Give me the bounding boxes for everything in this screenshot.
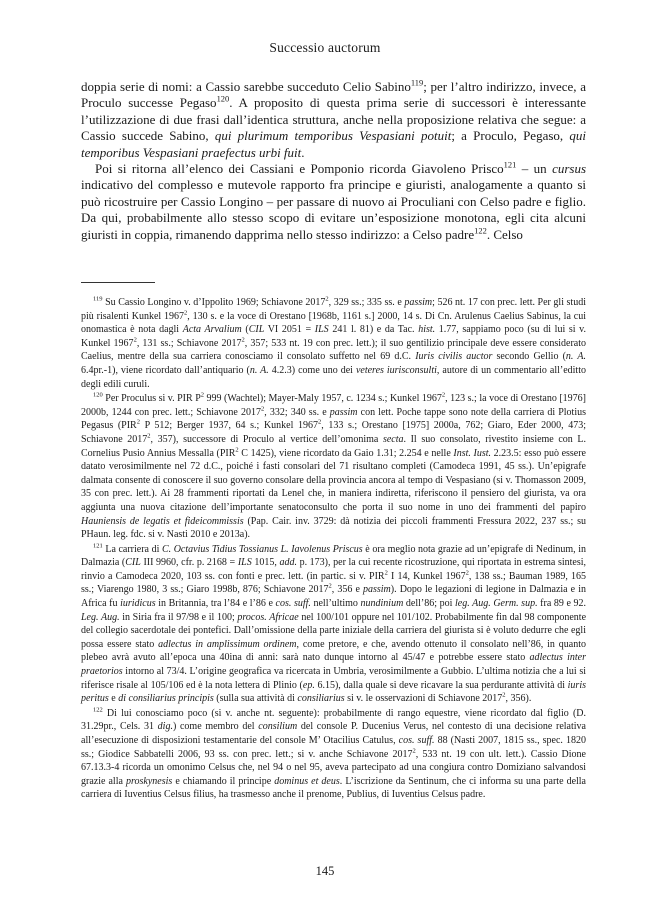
text-run: , 332; 340 ss. e (264, 406, 330, 418)
footnote-marker: 2 (328, 583, 332, 591)
italic-text: hist. (418, 324, 436, 336)
text-run: . (301, 144, 305, 160)
footnote-marker: 2 (384, 569, 388, 577)
text-run: intorno al 73/4. L’origine geografica va ricercata in Umbria, verosimilmente a Gubbio. L’ultima notizia che a lui si riferisce risale al 105/106 ed è la nota lettera di Plinio ( (81, 666, 586, 691)
text-run: , 356 e (331, 584, 363, 596)
text-run: Poi si ritorna all’elenco dei Cassiani e Pomponio ricorda Giavoleno Prisco (95, 161, 504, 177)
text-run: con lett. Poche tappe sono note della carriera di Plotius Pegasus (PIR (81, 406, 586, 432)
footnote-marker: 120 (93, 391, 103, 399)
italic-text: leg. Aug. Germ. sup. (454, 598, 538, 610)
footnote-marker: 2 (136, 419, 140, 427)
text-run: 2.23.5: esso può essere datato verosimilmente nel 72 d.C., poiché i fasti consolari del 71 risultano completi (Camodeca 1991, 45 ss.). Un’epigrafe dalmata consente di conoscere il suo governo consolare della provincia ancora al tempo di Vespasiano (si v. Thomasson 2009, 35 con prec. lett.). Ai 28 frammenti riportati da Lenel che, in maniera indiretta, riferiscono il pensiero del giurista, va ora aggiunta una nuova citazione dell’importante senatoconsulto che porta il suo nome in uno dei frammenti del papiro (81, 447, 587, 513)
text-run: è ora meglio nota grazie ad un’epigrafe di Nedinum, in Dalmazia ( (81, 543, 586, 569)
footnote-marker: 120 (216, 94, 230, 105)
text-run: Per Proculus si v. PIR P (102, 393, 201, 405)
text-run: ). Dopo le legazioni di legione in Dalmazia e in Africa fu (81, 584, 586, 610)
text-run: nel 100/101 oppure nel 101/102. Probabilmente fin dal 98 componente del collegio sacerdotale dei pontefici. Dall’omissione della parte iniziale della carriera del giurista si è voluto dedurre che egli possa essere stato (81, 611, 587, 650)
text-run: doppia serie di nomi: a Cassio sarebbe succeduto Celio Sabino (81, 79, 411, 94)
text-run: ; per l’altro indirizzo, invece, a Proculo successe Pegaso (81, 79, 587, 111)
footnote-marker: 2 (235, 446, 239, 454)
footnote-marker: 2 (184, 309, 188, 317)
text-run: Di lui conosciamo poco (si v. anche nt. seguente): probabilmente di rango equestre, viene ricordato dal figlio (D. 31.29pr., Cels. 31 (81, 707, 586, 733)
footnote-marker: 2 (133, 336, 137, 344)
text-run: , 533 nt. 19 con ult. lett.). Cassio Dione 67.13.3-4 ricorda un omonimo Celsus che, nel 94 o nel 95, aveva partecipato ad una congiura contro Domiziano salvandosi grazie alla (81, 748, 586, 787)
text-run: ) come membro del (172, 721, 259, 733)
italic-text: CIL (125, 557, 141, 569)
text-run: , 329 ss.; 335 ss. e (328, 297, 405, 308)
italic-text: iuridicus (120, 598, 156, 610)
footnote-marker: 2 (260, 405, 265, 413)
footnote-marker: 2 (147, 432, 151, 440)
text-run: si v. le osservazioni di Schiavone 2017 (344, 693, 503, 705)
italic-text: qui temporibus Vespasiani praefectus urbi fuit (81, 128, 587, 160)
italic-text: ILS (237, 557, 252, 569)
italic-text: CIL (248, 324, 265, 336)
italic-text: add. (279, 557, 297, 569)
footnote-marker: 121 (93, 542, 103, 550)
text-run: p. 173), per la cui recente ricostruzione, qui riportata in estrema sintesi, rinvio a Camodeca 2020, 103 ss. con fonti e prec. lett. (in partic. si v. PIR (81, 557, 587, 582)
text-run: in Britannia, tra l’84 e l’86 e (155, 598, 276, 610)
italic-text: nundinium (360, 598, 404, 610)
footnote-marker: 2 (502, 691, 506, 699)
italic-text: Iuris civilis auctor (415, 351, 493, 363)
running-head: Successio auctorum (269, 40, 381, 55)
page-number: 145 (315, 864, 335, 878)
text-run: 241 l. 81) e da Tac. (328, 324, 419, 336)
italic-text: passim (329, 406, 358, 418)
footnote-marker: 119 (93, 295, 103, 303)
text-run: ( (241, 324, 249, 336)
italic-text: qui plurimum temporibus Vespasiani potuit (214, 128, 452, 144)
italic-text: adlectus in amplissimum ordinem (158, 638, 297, 650)
text-run: . A proposito di questa prima serie di successori è interessante l’utilizzazione di due frasi dall’identica struttura, anche nella proposizione relativa che segue: a Cassio succede Sabino, (81, 95, 586, 144)
text-run: P 512; Berger 1937, 64 s.; Kunkel 1967 (139, 420, 319, 432)
italic-text: n. A. (565, 351, 586, 363)
text-run: . L’iscrizione da Sentinum, che ci informa su una parte della carriera di Iuventius Celsus filius, ha trasmesso anche il prenome, Publius, di Iuventius Celsus padre. (81, 775, 586, 801)
footnote-marker: 122 (474, 225, 487, 236)
text-run: , 357; 533 nt. 19 con prec. lett.); il suo gentilizio principale deve essere considerato Caelius, mentre della sua carriera conosciamo il consolato suffetto nel 69 d.C. (81, 337, 586, 363)
text-run: secondo Gellio ( (492, 351, 566, 363)
text-run: in Siria fra il 97/98 e il 100; (119, 611, 238, 623)
text-run: 6.4pr.-1), viene ricordato dall’antiquario ( (81, 364, 250, 376)
text-run: , 130 s. e la voce di Orestano [1968b, 1161 s.] 2000, 14 s. Di Cn. Arulenus Caelius Sabinus, la cui onomastica è nota dagli (81, 310, 586, 336)
body-paragraph (81, 161, 586, 243)
italic-text: adlectus inter praetorios (81, 652, 586, 678)
text-run: ; a Proculo, Pegaso, (451, 128, 570, 144)
italic-text: di consiliarius principis (118, 693, 214, 705)
text-run: La carriera di (102, 543, 162, 555)
text-run: , 138 ss.; Bauman 1989, 165 ss.; Viarengo 1980, 3 ss.; Giaro 1998b, 876; Schiavone 2017 (81, 570, 586, 596)
footnote (81, 392, 586, 542)
italic-text: C. Octavius Tidius Tossianus L. Iavolenus Priscus (161, 543, 363, 555)
italic-text: iuris peritus (81, 679, 586, 705)
italic-text: veteres iurisconsulti (355, 364, 437, 376)
text-run: , 133 s.; Orestano [1975] 2000a, 762; Giaro, Eder 2000, 473; Schiavone 2017 (81, 420, 586, 445)
italic-text: cursus (552, 161, 587, 177)
italic-text: ep. (302, 679, 315, 691)
footnote-marker: 2 (325, 295, 329, 303)
text-run: (sulla sua attività di (213, 693, 298, 705)
italic-text: Inst. Iust. (453, 447, 492, 459)
footnote-marker: 121 (503, 159, 517, 170)
footnote (81, 707, 586, 802)
text-run: I 14, Kunkel 1967 (387, 570, 466, 582)
text-run: C 1425), viene ricordato da Gaio 1.31; 2.254 e nelle (238, 447, 454, 459)
italic-text: dig. (157, 721, 173, 733)
italic-text: consilium (258, 721, 298, 733)
italic-text: n. A. (249, 364, 269, 376)
italic-text: cos. suff. (398, 735, 435, 746)
footnote-marker: 2 (241, 336, 245, 344)
text-run: indicativo del complesso e mutevole rapporto fra principe e giuristi, analogamente a quanto si può ricostruire per Cassio Longino – per passare di nuovo ai Proculiani con Celso padre e figlio. Da qui, probabilmente allo stesso scopo di evitare un’esposizione monotona, egli cita alcuni giuristi in coppia, rimanendo dapprima nello stesso indirizzo: a Celso padre (81, 177, 586, 242)
text-run: 88 (Nasti 2007, 1815 ss., spec. 1820 ss.; Giodice Sabbatelli 2006, 93 ss. con prec. lett.; si v. anche Schiavone 2017 (81, 735, 587, 760)
italic-text: proskynesis (125, 775, 173, 787)
italic-text: Acta Arvalium (182, 324, 242, 336)
footnote-separator (81, 282, 155, 283)
text-run: , 123 s.; la voce di Orestano [1976] 2000b, 1244 con prec. lett.; Schiavone 2017 (81, 393, 586, 418)
text-run: , come pretore, e che, avendo ottenuto il consolato nell’86, in quanto plebeo avrà avuto all’epoca una 40ina di anni: sarà nato dunque intorno al 45/47 e potrebbe essere stato (81, 638, 586, 664)
text-run: nell’ultimo (310, 598, 361, 610)
text-run: e chiamando il principe (172, 775, 275, 787)
text-run: 6.15), dalla quale si deve ricavare la sua perdurante attività di (314, 679, 568, 691)
text-run: dell’86; poi (403, 598, 455, 610)
text-run: , autore di un commentario all’editto degli edili curuli. (81, 364, 586, 390)
footnote (81, 543, 586, 706)
italic-text: dominus et deus (274, 775, 340, 787)
text-run: 999 (Wachtel); Mayer-Maly 1957, c. 1234 s.; Kunkel 1967 (204, 393, 442, 405)
text-run: III 9960, cfr. p. 2168 = (140, 557, 238, 569)
text-run: , 131 ss.; Schiavone 2017 (136, 337, 242, 349)
italic-text: consiliarius (297, 693, 345, 705)
footnote-marker: 119 (410, 77, 424, 88)
text-run: 4.2.3) come uno dei (268, 364, 356, 376)
footnote-marker: 2 (412, 747, 416, 755)
footnote-marker: 122 (93, 706, 103, 714)
text-run: (Pap. Cair. inv. 3729: dà notizia dei piccoli frammenti Fressura 2022, 237 ss.; su PHaun. leg. fdc. si v. Nasti 2010 e 2013a). (81, 515, 587, 541)
text-run: 1015, (251, 557, 280, 569)
text-run: , 357), successore di Proculo al vertice dell’omonima (150, 433, 383, 445)
text-run: , 356). (505, 693, 532, 705)
text-run: 1.77, sappiamo poco (su di lui si v. Kunkel 1967 (81, 324, 587, 349)
italic-text: procos. Africae (237, 611, 299, 623)
footnote (81, 296, 586, 391)
italic-text: ILS (314, 324, 329, 336)
italic-text: Leg. Aug. (81, 611, 120, 623)
footnote-marker: 2 (465, 569, 469, 577)
italic-text: passim (362, 584, 391, 596)
footnote-marker: 2 (200, 391, 205, 399)
italic-text: Hauniensis de legatis et fideicommissis (81, 515, 244, 527)
footnote-marker: 2 (318, 419, 322, 427)
text-run: . Celso (486, 226, 523, 242)
text-run: Su Cassio Longino v. d’Ippolito 1969; Schiavone 2017 (102, 297, 326, 308)
footnotes (81, 296, 586, 803)
footnote-marker: 2 (441, 391, 446, 399)
main-text (81, 79, 586, 243)
text-run: ; 526 nt. 17 con prec. lett. Per gli studi più risalenti Kunkel 1967 (81, 297, 586, 322)
text-run: . Il suo consolato, rivestito insieme con L. Cornelius Pusio Annius Messalla (PIR (81, 433, 587, 459)
italic-text: passim (404, 297, 433, 308)
text-run: VI 2051 = (264, 324, 315, 336)
text-run: – un (516, 161, 553, 177)
text-run: fra 89 e 92. (537, 598, 586, 610)
text-run: e (108, 693, 119, 705)
italic-text: secta (382, 433, 404, 445)
italic-text: cos. suff. (275, 598, 311, 610)
body-paragraph (81, 79, 586, 161)
text-run: del console P. Ducenius Verus, nel contesto di una decisione relativa all’esecuzione di disposizioni testamentarie del console M’ Otacilius Catulus, (81, 721, 586, 746)
